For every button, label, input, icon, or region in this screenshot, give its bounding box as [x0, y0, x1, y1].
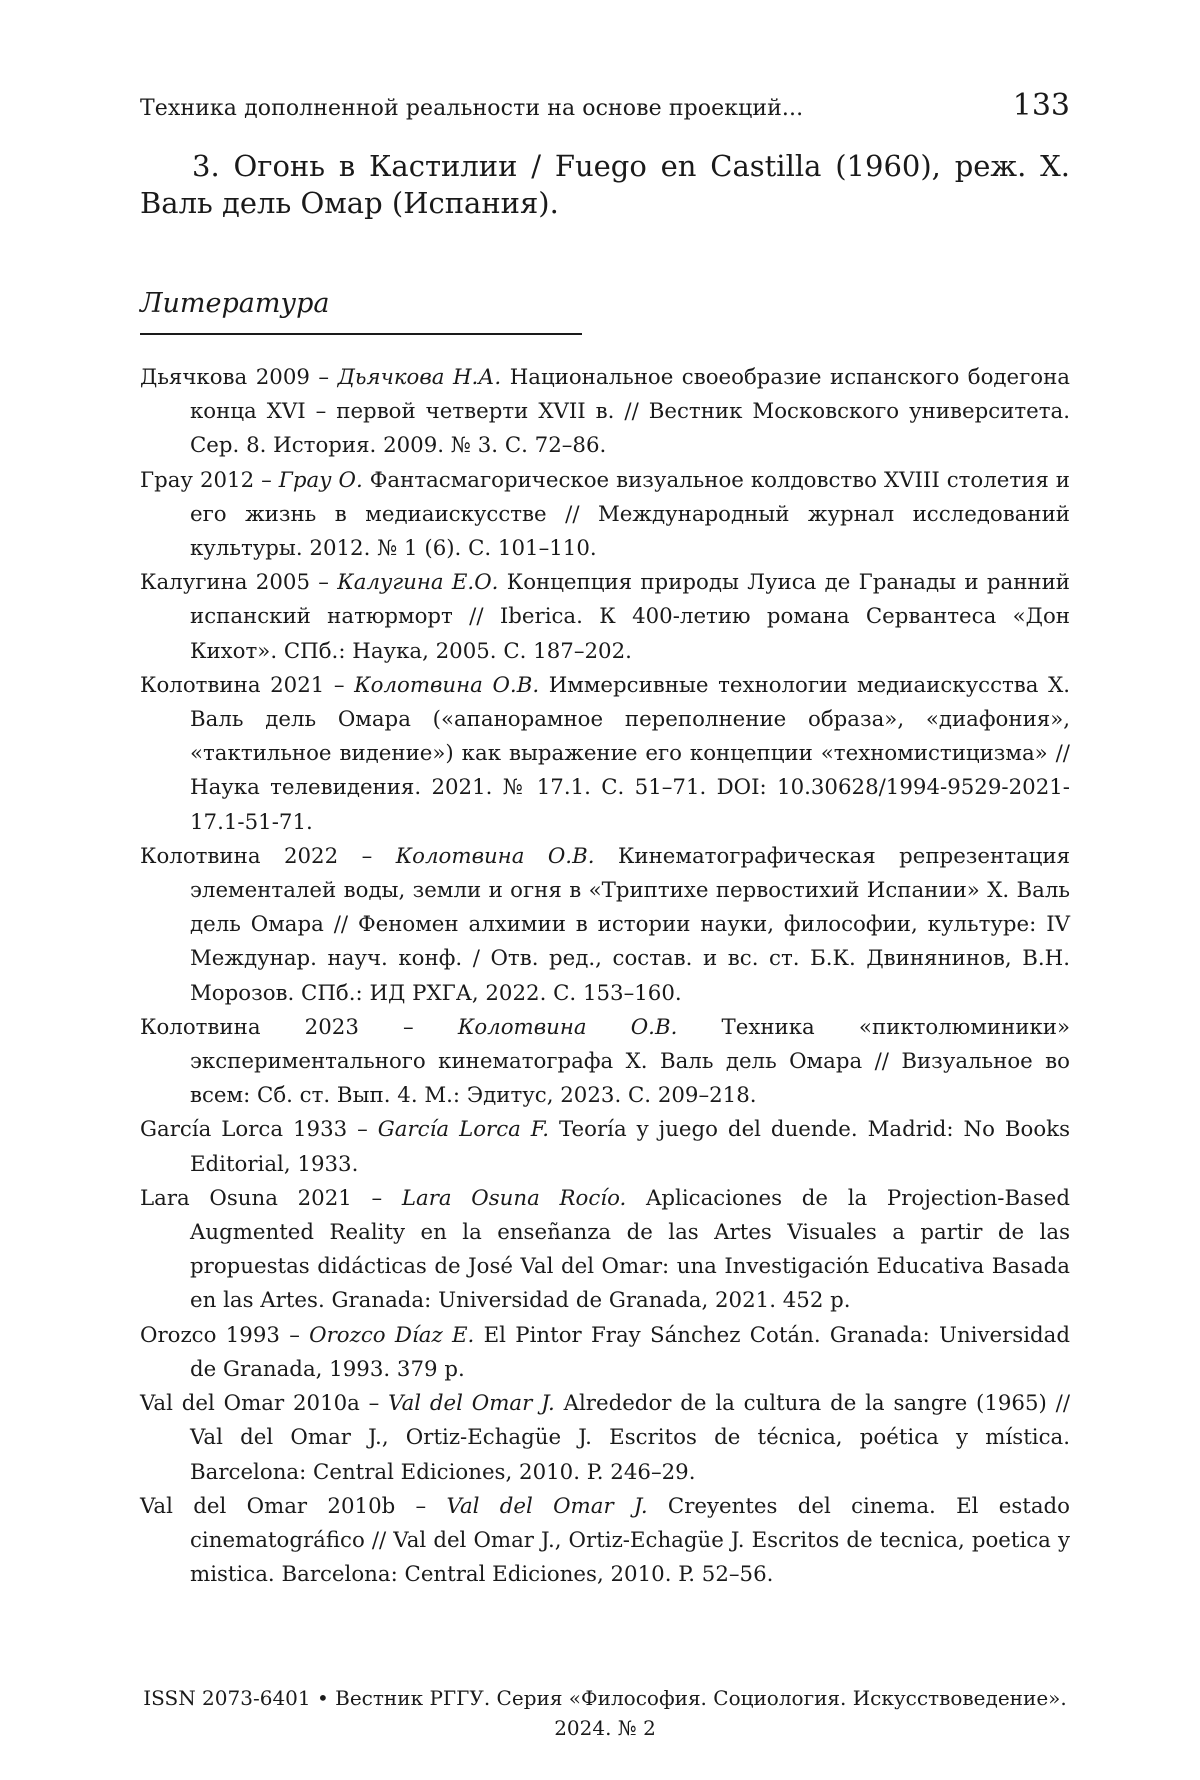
reference-key: Orozco 1993 – [140, 1322, 310, 1348]
reference-key: Lara Osuna 2021 – [140, 1185, 402, 1211]
reference-author: Дьячкова Н.А. [337, 365, 502, 390]
reference-item [140, 464, 1070, 567]
reference-author: Колотвина О.В. [395, 843, 595, 869]
reference-text: Alrededor de la cultura de la sangre (1965) // Val del Omar J., Ortiz-Echagüe J. Escritos de técnica, poética y mística. Barcelona: Central Ediciones, 2010. P. 246–29. [190, 1391, 1071, 1485]
footer-issue-line: 2024. № 2 [554, 1716, 656, 1740]
reference-text: Национальное своеобразие испанского бодегона конца XVI – первой четверти XVII в. // Вестник Московского университета. Сер. 8. История. 2009. № 3. С. 72–86. [190, 365, 1070, 459]
journal-page [140, 0, 1070, 1780]
reference-text: Кинематографическая репрезентация элементалей воды, земли и огня в «Триптихе первостихий Испании» Х. Валь дель Омара // Феномен алхимии в истории науки, философии, культуре: IV Междунар. науч. конф. / Отв. ред., состав. и вс. ст. Б.К. Двинянинов, В.Н. Морозов. СПб.: ИД РХГА, 2022. С. 153–160. [190, 843, 1071, 1006]
reference-key: Val del Omar 2010b – [140, 1493, 447, 1519]
reference-text: Creyentes del cinema. El estado cinematográfico // Val del Omar J., Ortiz-Echagüe J. Escritos de tecnica, poetica y mistica. Barcelona: Central Ediciones, 2010. P. 52–56. [190, 1493, 1070, 1588]
reference-text: Техника «пиктолюминики» экспериментального кинематографа Х. Валь дель Омара // Визуальное во всем: Сб. ст. Вып. 4. М.: Эдитус, 2023. С. 209–218. [190, 1014, 1070, 1109]
reference-text: El Pintor Fray Sánchez Cotán. Granada: Universidad de Granada, 1993. 379 p. [190, 1322, 1070, 1382]
reference-key: Грау 2012 – [140, 467, 279, 493]
reference-item [140, 361, 1070, 464]
reference-item [140, 840, 1070, 1011]
reference-key: García Lorca 1933 – [140, 1117, 378, 1143]
reference-author: Калугина Е.О. [337, 570, 499, 596]
reference-author: Val del Omar J. [388, 1391, 555, 1417]
reference-item [140, 1182, 1070, 1319]
reference-item [140, 1319, 1070, 1387]
film-list-item: 3. Огонь в Кастилии / Fuego en Castilla (1960), реж. Х. Валь дель Омар (Испания). [140, 149, 1070, 220]
reference-text: Фантасмагорическое визуальное колдовство XVIII столетия и его жизнь в медиаискусстве // Международный журнал исследований культуры. 2012. № 1 (6). С. 101–110. [190, 467, 1070, 562]
heading-underline [140, 333, 582, 335]
reference-key: Колотвина 2022 – [140, 843, 396, 869]
reference-author: García Lorca F. [377, 1117, 550, 1143]
reference-key: Калугина 2005 – [140, 570, 338, 596]
reference-item [140, 566, 1070, 669]
reference-key: Дьячкова 2009 – [140, 365, 338, 390]
running-header [140, 88, 1070, 123]
reference-author: Lara Osuna Rocío. [401, 1185, 627, 1211]
reference-list [140, 361, 1070, 1592]
reference-key: Val del Omar 2010a – [140, 1391, 389, 1417]
page-number: 133 [1012, 88, 1070, 123]
reference-author: Orozco Díaz E. [309, 1322, 475, 1348]
reference-key: Колотвина 2021 – [140, 672, 355, 698]
reference-author: Грау О. [278, 467, 363, 493]
reference-text: Иммерсивные технологии медиаискусства Х. Валь дель Омара («апанорамное переполнение образа», «диафония», «тактильное видение») как выражение его концепции «техномистицизма» // Наука телевидения. 2021. № 17.1. С. 51–71. DOI: 10.30628/1994-9529-2021-17.1-51-71. [190, 672, 1071, 835]
reference-author: Колотвина О.В. [354, 672, 540, 698]
footer-journal-line: ISSN 2073-6401 • Вестник РГГУ. Серия «Философия. Социология. Искусствоведение». [143, 1686, 1067, 1710]
reference-item [140, 1387, 1070, 1490]
page-footer [140, 1683, 1070, 1743]
reference-text: Концепция природы Луиса де Гранады и ранний испанский натюрморт // Iberica. К 400-летию романа Сервантеса «Дон Кихот». СПб.: Наука, 2005. С. 187–202. [190, 570, 1070, 664]
reference-text: Aplicaciones de la Projection-Based Augmented Reality en la enseñanza de las Artes Visuales a partir de las propuestas didácticas de José Val del Omar: una Investigación Educativa Basada en las Artes. Granada: Universidad de Granada, 2021. 452 p. [190, 1185, 1070, 1314]
reference-item [140, 669, 1070, 840]
reference-item [140, 1113, 1070, 1181]
reference-item [140, 1011, 1070, 1114]
reference-text: Teoría y juego del duende. Madrid: No Books Editorial, 1933. [190, 1117, 1070, 1177]
reference-author: Val del Omar J. [446, 1493, 648, 1519]
reference-item [140, 1490, 1070, 1593]
reference-author: Колотвина О.В. [457, 1014, 678, 1040]
running-title: Техника дополненной реальности на основе проекций... [140, 96, 804, 121]
reference-key: Колотвина 2023 – [140, 1014, 458, 1040]
section-heading-literature: Литература [140, 288, 330, 319]
